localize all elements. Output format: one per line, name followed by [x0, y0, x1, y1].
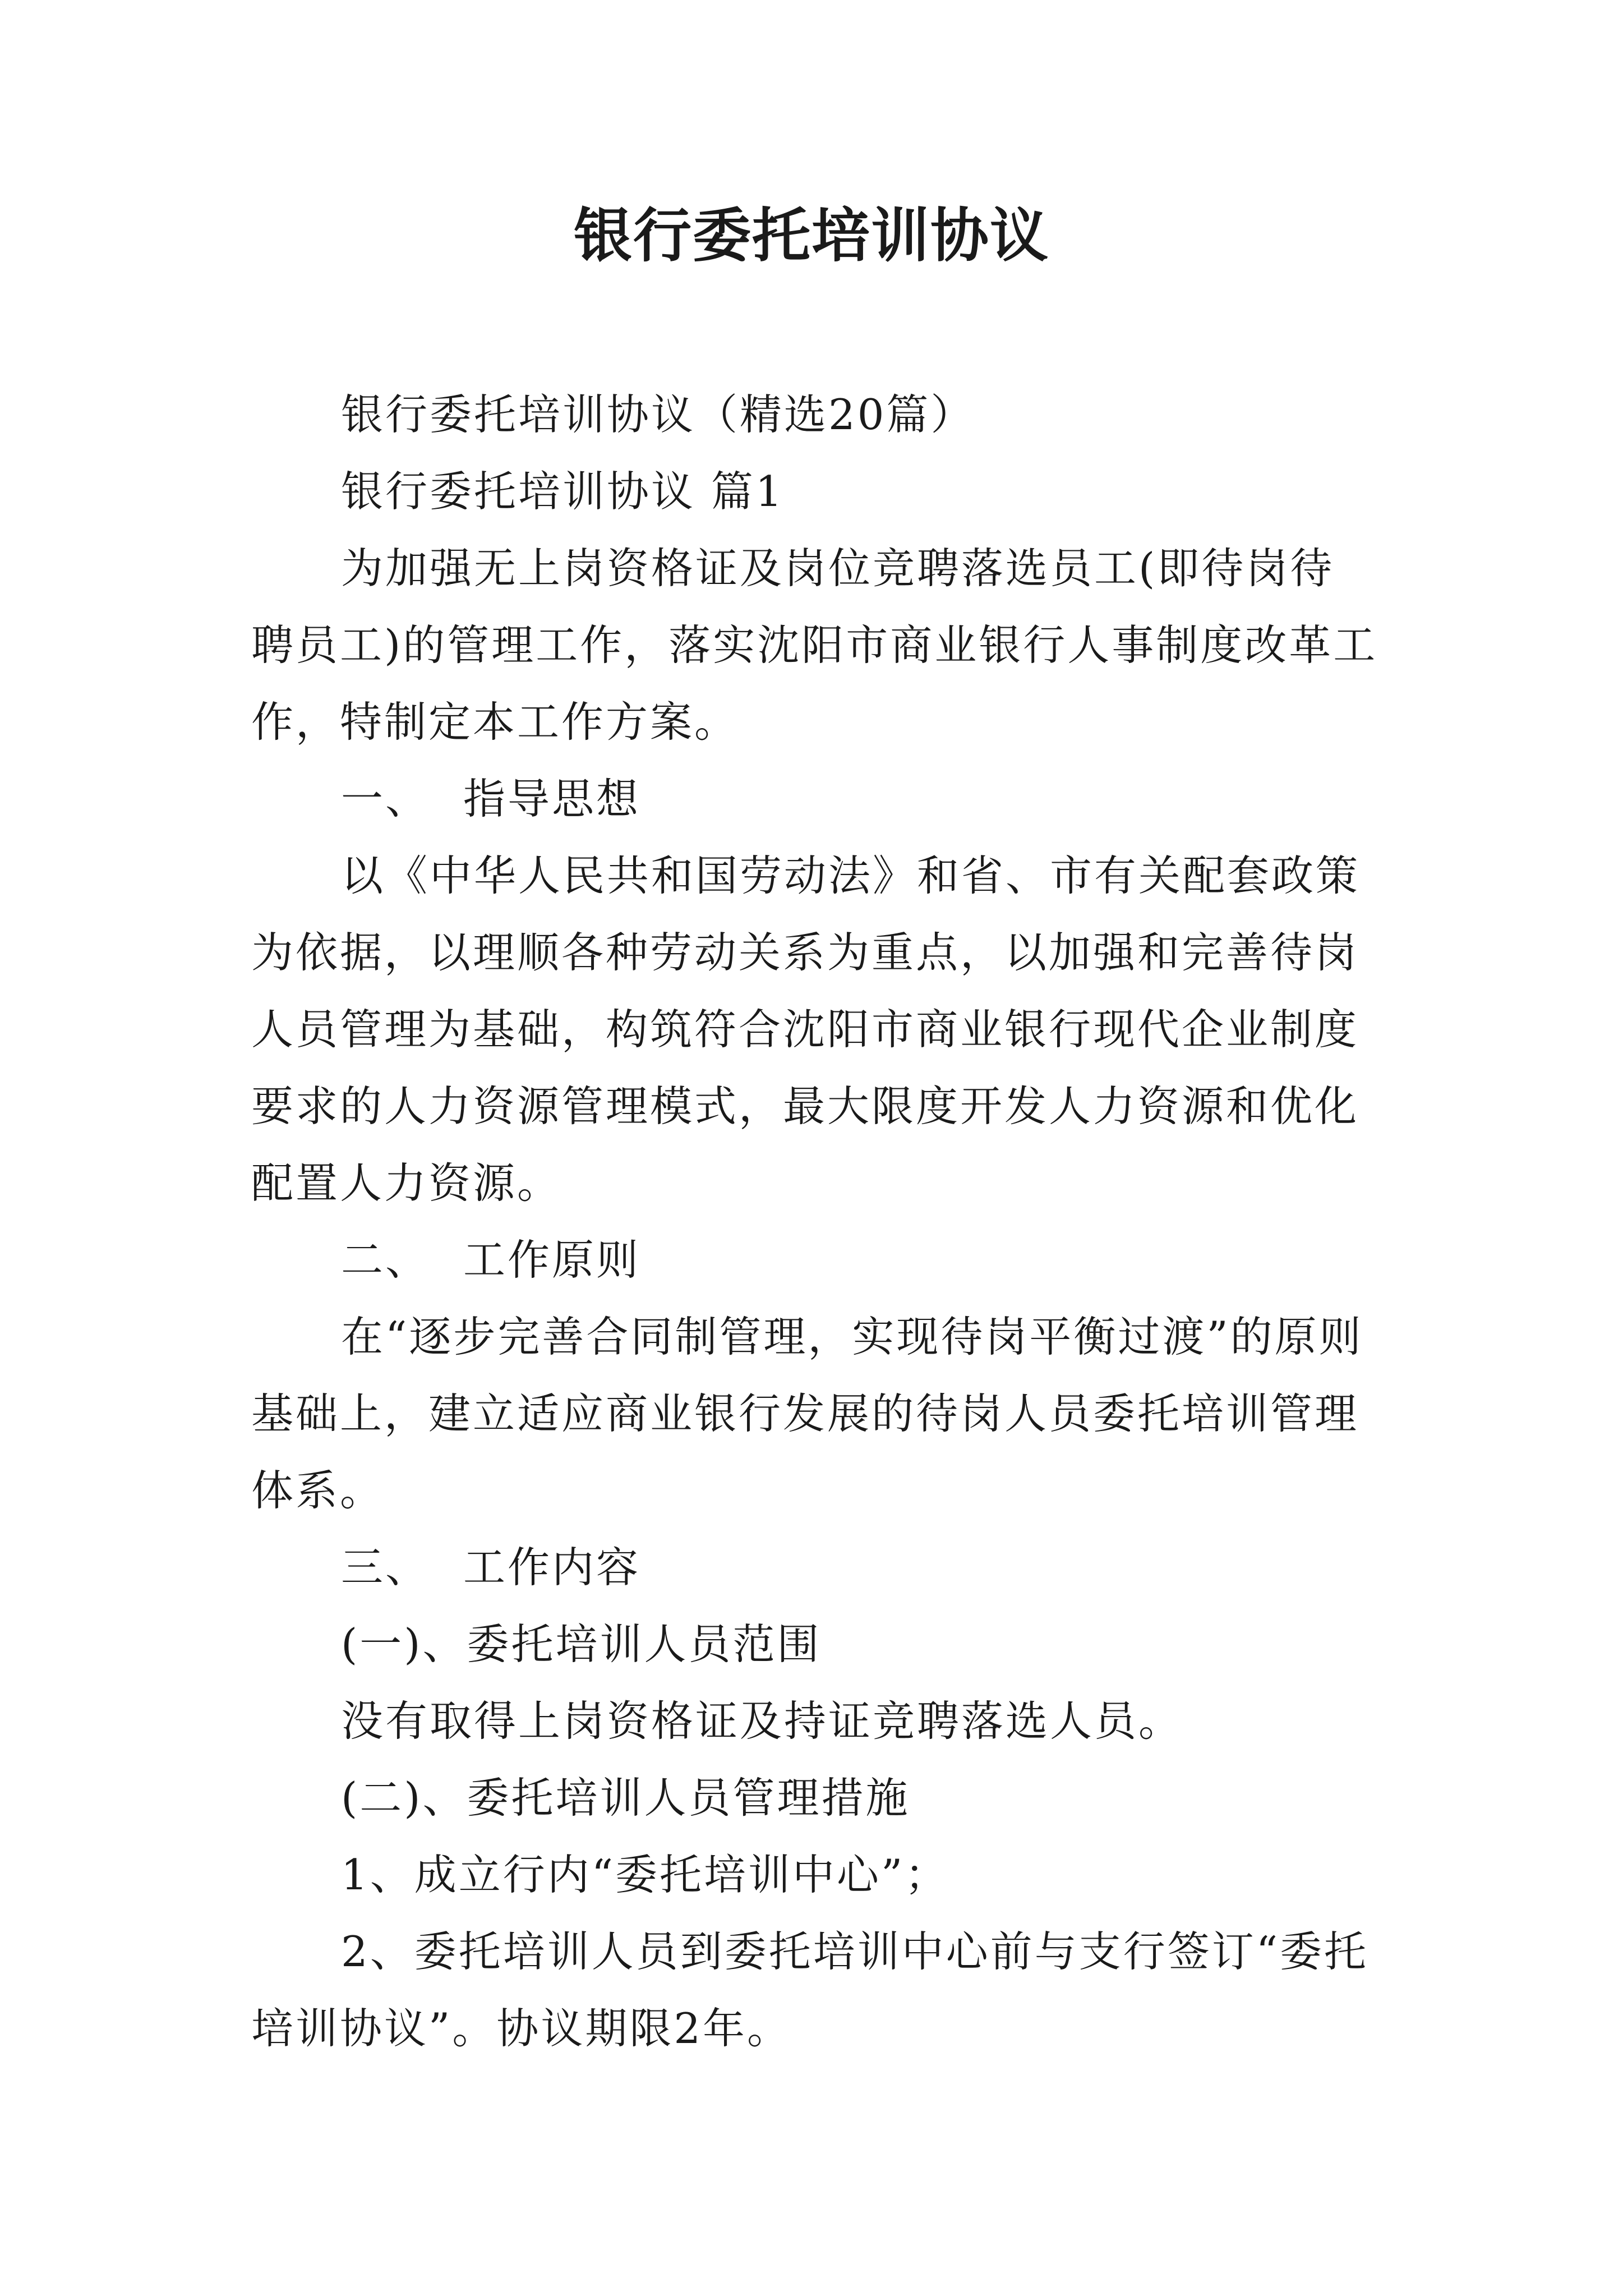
document-subtitle: 银行委托培训协议（精选20篇）: [341, 390, 975, 439]
intro-paragraph: 为加强无上岗资格证及岗位竞聘落选员工(即待岗待聘员工)的管理工作，落实沈阳市商业银行人事制度改革工作，特制定本工作方案。: [251, 544, 1378, 747]
subheading-management-measures: (二)、委托培训人员管理措施: [341, 1773, 910, 1823]
heading-number: 二、: [341, 1235, 430, 1285]
training-scope-text: 没有取得上岗资格证及持证竞聘落选人员。: [341, 1696, 1183, 1746]
subheading-training-scope: (一)、委托培训人员范围: [341, 1619, 822, 1669]
guiding-ideology-paragraph: 以《中华人民共和国劳动法》和省、市有关配套政策为依据，以理顺各种劳动关系为重点，以加强和完善待岗人员管理为基础，构筑符合沈阳市商业银行现代企业制度要求的人力资源管理模式，最大限度开发人力资源和优化配置人力资源。: [251, 851, 1361, 1208]
heading-work-content: [251, 1529, 1378, 1606]
document-title: 银行委托培训协议: [573, 201, 1049, 270]
heading-text: 指导思想: [463, 774, 641, 823]
heading-number: 三、: [341, 1543, 430, 1592]
section-heading: 银行委托培训协议 篇1: [341, 467, 785, 516]
heading-text: 工作原则: [463, 1235, 641, 1285]
list-item: 2、委托培训人员到委托培训中心前与支行签订“委托培训协议”。协议期限2年。: [251, 1927, 1369, 2053]
work-principles-paragraph: 在“逐步完善合同制管理，实现待岗平衡过渡”的原则基础上，建立适应商业银行发展的待岗人员委托培训管理体系。: [251, 1312, 1363, 1515]
heading-number: 一、: [341, 774, 430, 823]
heading-text: 工作内容: [463, 1543, 641, 1592]
list-item: 1、成立行内“委托培训中心”；: [341, 1850, 949, 1899]
heading-work-principles: [251, 1222, 1378, 1299]
heading-guiding-ideology: [251, 761, 1378, 838]
document-body: [251, 376, 1378, 2067]
